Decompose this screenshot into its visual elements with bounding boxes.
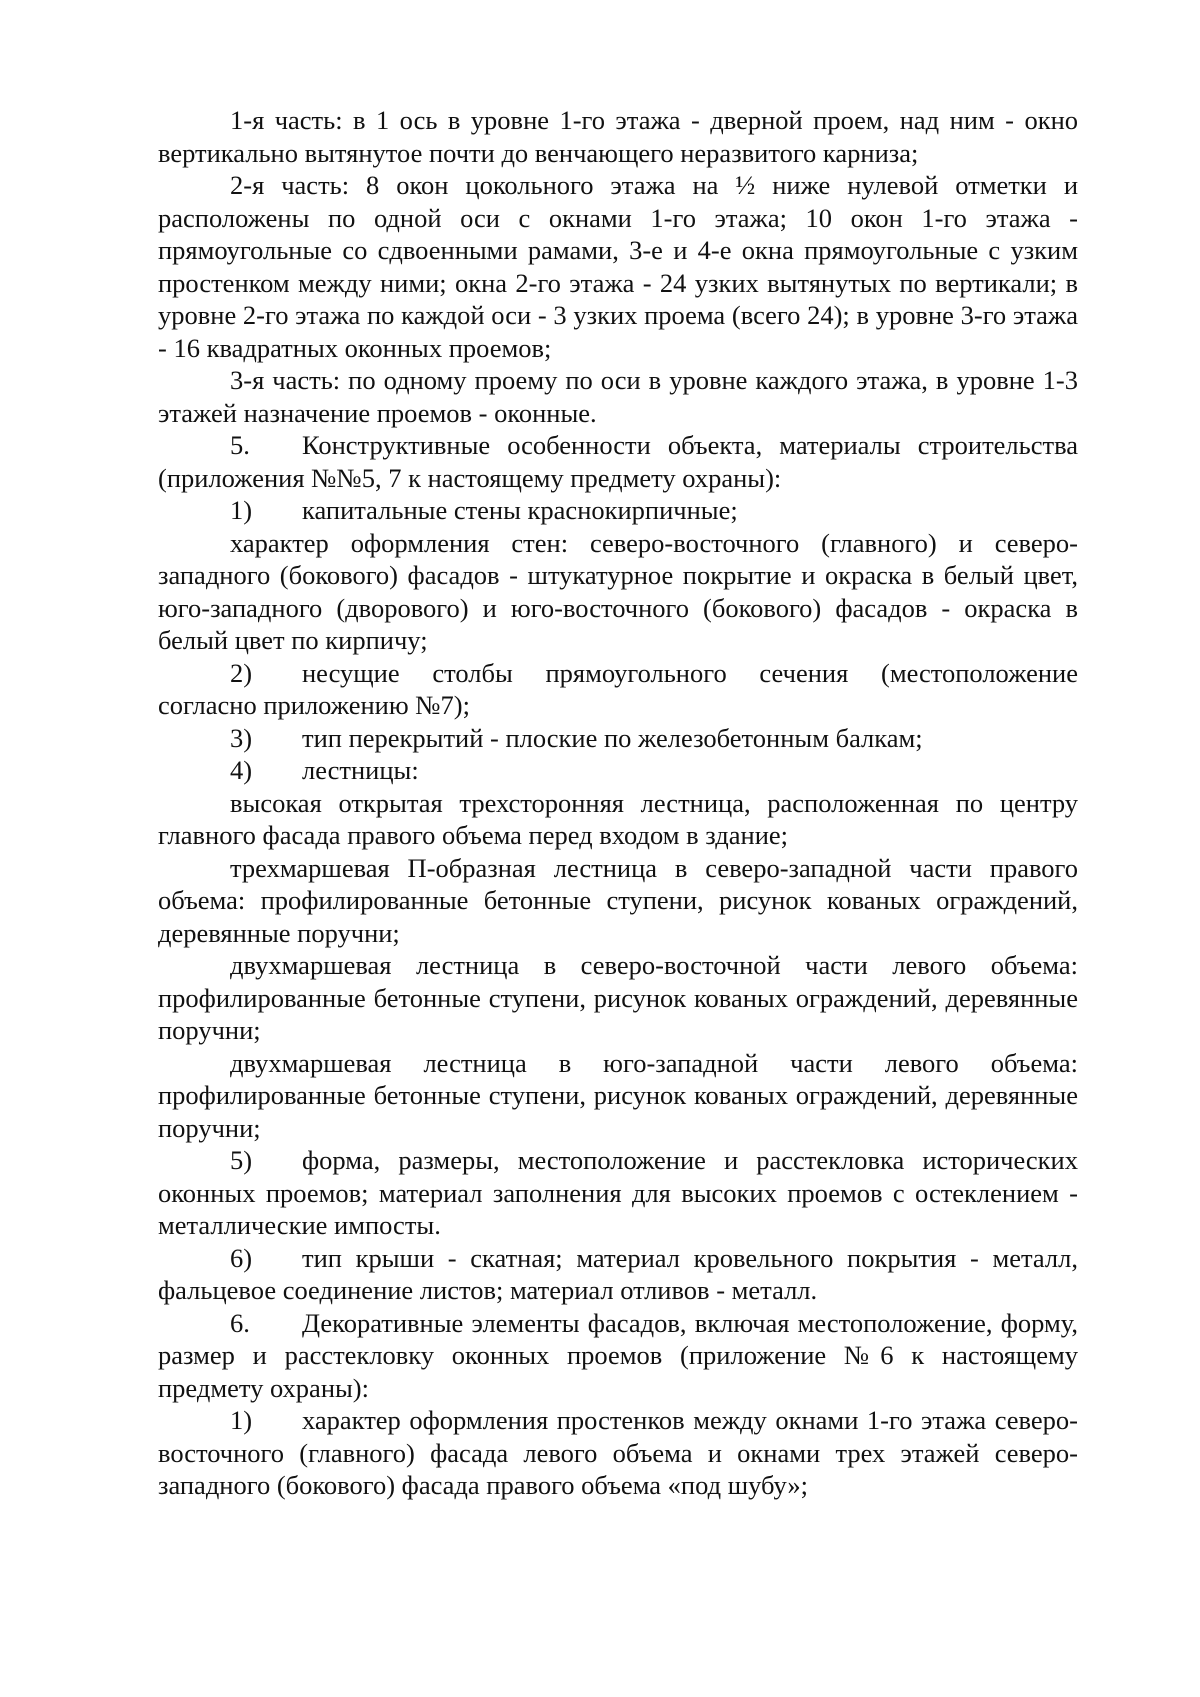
paragraph-text: высокая открытая трехсторонняя лестница, расположенная по центру главного фасада правого объема перед входом в здание; — [158, 787, 1078, 850]
list-item-roof — [158, 1242, 1078, 1307]
list-number: 3) — [230, 722, 253, 753]
document-page — [158, 104, 1078, 1502]
paragraph-text: форма, размеры, местоположение и расстекловка исторических оконных проемов; материал заполнения для высоких проемов с остеклением - металлические импосты. — [158, 1145, 1078, 1240]
paragraph-text: характер оформления простенков между окнами 1-го этажа северо-восточного (главного) фасада левого объема и окнами трех этажей северо-западного (бокового) фасада правого объема «под шубу»; — [158, 1405, 1078, 1500]
paragraph-text: тип перекрытий - плоские по железобетонным балкам; — [302, 722, 923, 753]
list-item-walls — [158, 494, 1078, 527]
paragraph-text: Декоративные элементы фасадов, включая местоположение, форму, размер и расстекловку оконных проемов (приложение №6 к настоящему предмету охраны): — [158, 1307, 1078, 1403]
paragraph-stair-main — [158, 787, 1078, 852]
list-number: 2) — [230, 657, 253, 688]
paragraph-text: несущие столбы прямоугольного сечения (местоположение согласно приложению №7); — [158, 657, 1078, 720]
paragraph-text: тип крыши - скатная; материал кровельного покрытия - металл, фальцевое соединение листов; материал отливов - металл. — [158, 1242, 1078, 1305]
paragraph-text: Конструктивные особенности объекта, материалы строительства (приложения №№5, 7 к настоящему предмету охраны): — [158, 430, 1078, 493]
paragraph-part-2 — [158, 169, 1078, 364]
paragraph-text: 3-я часть: по одному проему по оси в уровне каждого этажа, в уровне 1-3 этажей назначение проемов - оконные. — [158, 365, 1078, 428]
section-number: 5. — [230, 430, 250, 460]
section-6-heading — [158, 1307, 1078, 1405]
paragraph-text: двухмаршевая лестница в юго-западной части левого объема: профилированные бетонные ступени, рисунок кованых ограждений, деревянные поручни; — [158, 1047, 1078, 1143]
list-item-stairs — [158, 754, 1078, 787]
paragraph-text: капитальные стены краснокирпичные; — [302, 495, 738, 525]
list-number: 1) — [230, 1405, 253, 1435]
section-5-heading — [158, 429, 1078, 494]
section-number: 6. — [230, 1307, 250, 1338]
paragraph-stair-northeast — [158, 949, 1078, 1047]
paragraph-text: 1-я часть: в 1 ось в уровне 1-го этажа - дверной проем, над ним - окно вертикально вытянутое почти до венчающего неразвитого карниза; — [158, 105, 1078, 168]
paragraph-part-1 — [158, 104, 1078, 169]
paragraph-part-3 — [158, 364, 1078, 429]
paragraph-text: лестницы: — [302, 755, 419, 785]
list-number: 4) — [230, 755, 253, 785]
paragraph-text: 2-я часть: 8 окон цокольного этажа на ½ ниже нулевой отметки и расположены по одной оси с окнами 1-го этажа; 10 окон 1-го этажа - прямоугольные со сдвоенными рамами, 3-е и 4-е окна прямоугольные с узким простенком между ними; окна 2-го этажа - 24 узких вытянутых по вертикали; в уровне 2-го этажа по каждой оси - 3 узких проема (всего 24); в уровне 3-го этажа - 16 квадратных оконных проемов; — [158, 170, 1078, 363]
paragraph-text: двухмаршевая лестница в северо-восточной части левого объема: профилированные бетонные ступени, рисунок кованых ограждений, деревянные поручни; — [158, 950, 1078, 1045]
list-item-columns — [158, 657, 1078, 722]
list-item-windows — [158, 1144, 1078, 1242]
paragraph-text: характер оформления стен: северо-восточного (главного) и северо-западного (бокового) фасадов - штукатурное покрытие и окраска в белый цвет, юго-западного (дворового) и юго-восточного (бокового) фасадов - окраска в белый цвет по кирпичу; — [158, 527, 1078, 655]
list-number: 5) — [230, 1145, 253, 1175]
list-item-piers — [158, 1404, 1078, 1502]
list-item-floors — [158, 722, 1078, 755]
paragraph-walls-finish — [158, 527, 1078, 657]
paragraph-stair-northwest — [158, 852, 1078, 950]
paragraph-stair-southwest — [158, 1047, 1078, 1145]
list-number: 1) — [230, 495, 253, 525]
paragraph-text: трехмаршевая П-образная лестница в северо-западной части правого объема: профилированные бетонные ступени, рисунок кованых ограждений, деревянные поручни; — [158, 852, 1078, 948]
list-number: 6) — [230, 1242, 253, 1273]
